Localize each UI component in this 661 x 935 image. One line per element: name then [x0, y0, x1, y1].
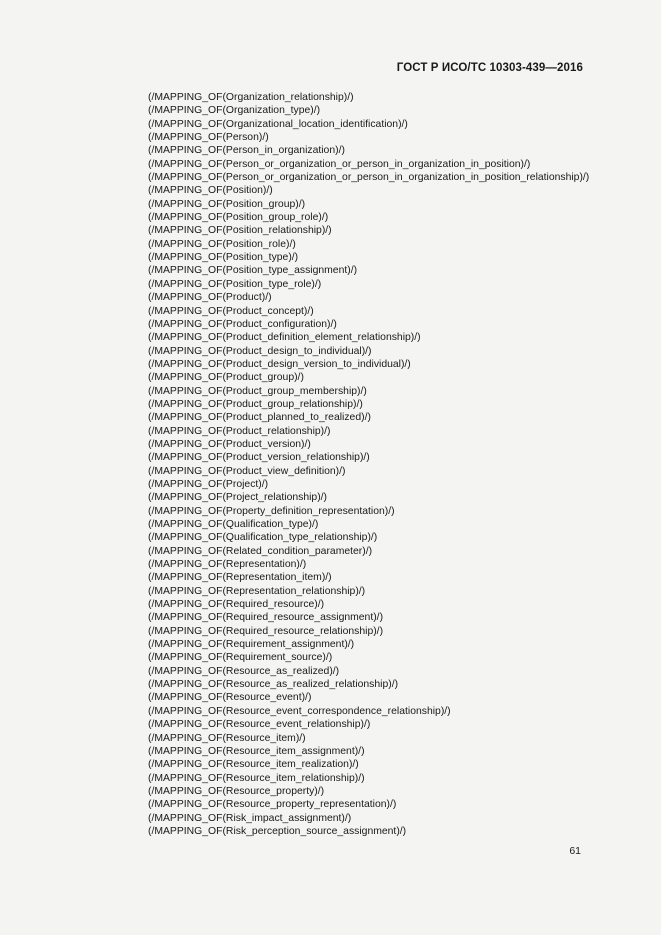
mapping-entry: (/MAPPING_OF(Product_design_version_to_individual)/) [148, 358, 411, 370]
mapping-entry: (/MAPPING_OF(Project_relationship)/) [148, 492, 327, 504]
mapping-entry: (/MAPPING_OF(Resource_item_realization)/) [148, 759, 359, 771]
page-number: 61 [569, 845, 581, 857]
mapping-entry: (/MAPPING_OF(Qualification_type)/) [148, 519, 319, 530]
mapping-entry: (/MAPPING_OF(Resource_item_relationship)/) [148, 772, 365, 784]
mapping-entry: (/MAPPING_OF(Representation_relationship)/) [148, 585, 366, 597]
mapping-entry: (/MAPPING_OF(Product)/) [148, 292, 272, 304]
mapping-entry: (/MAPPING_OF(Resource_event_correspondence_relationship)/) [148, 705, 451, 717]
mapping-entry: (/MAPPING_OF(Person_or_organization_or_person_in_organization_in_position)/) [148, 158, 531, 170]
mapping-entry: (/MAPPING_OF(Organization_relationship)/) [148, 92, 354, 103]
mapping-entry: (/MAPPING_OF(Product_definition_element_relationship)/) [148, 332, 421, 344]
mapping-entry: (/MAPPING_OF(Project)/) [148, 478, 269, 490]
mapping-list [148, 91, 589, 838]
mapping-entry: (/MAPPING_OF(Resource_item_assignment)/) [148, 745, 365, 757]
mapping-entry: (/MAPPING_OF(Resource_event_relationship)/) [148, 719, 371, 731]
mapping-entry: (/MAPPING_OF(Representation)/) [148, 559, 307, 571]
mapping-entry: (/MAPPING_OF(Person_in_organization)/) [148, 145, 345, 157]
mapping-entry: (/MAPPING_OF(Position)/) [148, 185, 273, 197]
mapping-entry: (/MAPPING_OF(Position_relationship)/) [148, 225, 332, 237]
mapping-entry: (/MAPPING_OF(Related_condition_parameter)/) [148, 545, 373, 557]
mapping-entry: (/MAPPING_OF(Person_or_organization_or_person_in_organization_in_position_relationship)/) [148, 172, 590, 184]
mapping-entry: (/MAPPING_OF(Required_resource_assignment)/) [148, 612, 384, 624]
mapping-entry: (/MAPPING_OF(Risk_impact_assignment)/) [148, 812, 352, 824]
mapping-entry: (/MAPPING_OF(Product_version)/) [148, 438, 311, 450]
mapping-entry: (/MAPPING_OF(Product_configuration)/) [148, 318, 337, 330]
mapping-entry: (/MAPPING_OF(Requirement_source)/) [148, 652, 333, 664]
mapping-entry: (/MAPPING_OF(Organization_type)/) [148, 105, 321, 117]
mapping-entry: (/MAPPING_OF(Resource_as_realized)/) [148, 665, 340, 677]
mapping-entry: (/MAPPING_OF(Product_group_relationship)/) [148, 398, 363, 410]
mapping-entry: (/MAPPING_OF(Position_type_assignment)/) [148, 265, 358, 277]
mapping-entry: (/MAPPING_OF(Product_relationship)/) [148, 425, 331, 437]
mapping-entry: (/MAPPING_OF(Product_planned_to_realized)/) [148, 412, 371, 424]
mapping-entry: (/MAPPING_OF(Qualification_type_relationship)/) [148, 532, 378, 544]
mapping-entry: (/MAPPING_OF(Requirement_assignment)/) [148, 639, 355, 651]
mapping-entry: (/MAPPING_OF(Person)/) [148, 132, 269, 144]
mapping-entry: (/MAPPING_OF(Required_resource_relationship)/) [148, 625, 384, 637]
mapping-entry: (/MAPPING_OF(Required_resource)/) [148, 599, 325, 611]
mapping-entry: (/MAPPING_OF(Resource_property)/) [148, 785, 325, 797]
mapping-entry: (/MAPPING_OF(Product_version_relationship)/) [148, 452, 370, 464]
mapping-entry: (/MAPPING_OF(Resource_event)/) [148, 692, 312, 704]
mapping-entry: (/MAPPING_OF(Product_design_to_individual)/) [148, 345, 372, 357]
mapping-entry: (/MAPPING_OF(Resource_as_realized_relationship)/) [148, 679, 399, 691]
mapping-entry: (/MAPPING_OF(Product_group_membership)/) [148, 385, 367, 397]
mapping-entry: (/MAPPING_OF(Product_view_definition)/) [148, 465, 346, 477]
mapping-entry: (/MAPPING_OF(Risk_perception_source_assignment)/) [148, 825, 407, 837]
mapping-entry: (/MAPPING_OF(Organizational_location_identification)/) [148, 118, 408, 130]
mapping-entry: (/MAPPING_OF(Position_group)/) [148, 198, 306, 210]
mapping-entry: (/MAPPING_OF(Resource_item)/) [148, 732, 306, 744]
standard-header: ГОСТ Р ИСО/ТС 10303-439—2016 [396, 62, 583, 74]
mapping-entry: (/MAPPING_OF(Property_definition_representation)/) [148, 505, 395, 517]
mapping-entry: (/MAPPING_OF(Position_role)/) [148, 238, 296, 250]
mapping-entry: (/MAPPING_OF(Position_group_role)/) [148, 212, 329, 224]
mapping-entry: (/MAPPING_OF(Representation_item)/) [148, 572, 332, 584]
mapping-entry: (/MAPPING_OF(Position_type)/) [148, 252, 299, 264]
mapping-entry: (/MAPPING_OF(Product_group)/) [148, 372, 304, 384]
mapping-entry: (/MAPPING_OF(Resource_property_representation)/) [148, 799, 397, 811]
mapping-entry: (/MAPPING_OF(Product_concept)/) [148, 305, 314, 317]
mapping-entry: (/MAPPING_OF(Position_type_role)/) [148, 278, 322, 290]
